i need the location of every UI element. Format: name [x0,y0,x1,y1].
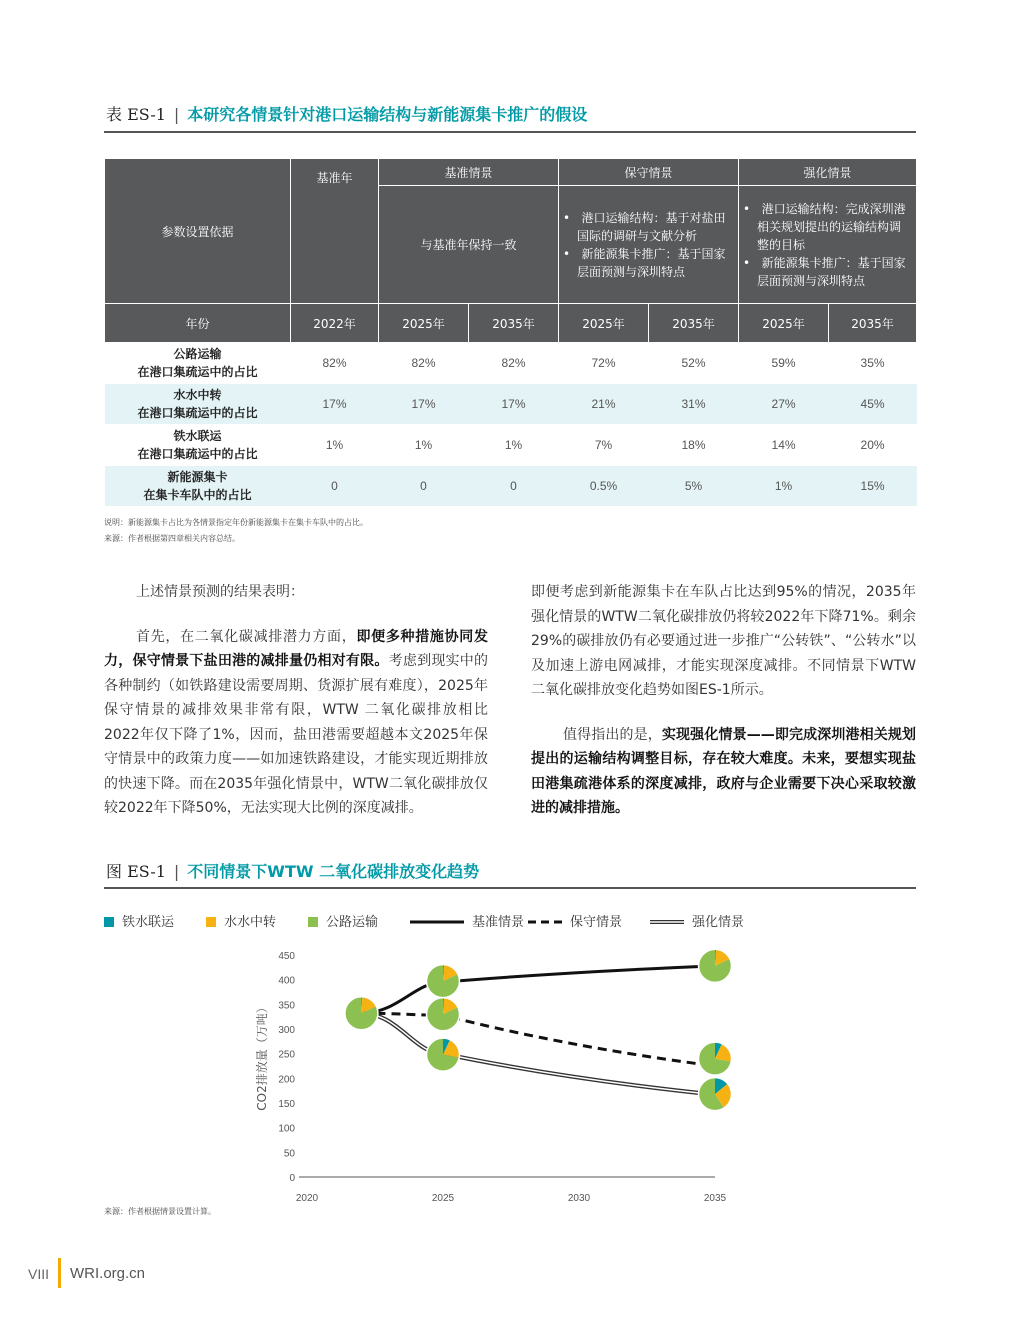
table-cell: 21% [559,384,649,425]
table-cell: 31% [649,384,739,425]
row-header: 新能源集卡 在集卡车队中的占比 [105,466,291,507]
table-cell: 20% [829,425,917,466]
table-cell: 15% [829,466,917,507]
table-cell: 27% [739,384,829,425]
y-tick-label: 50 [283,1148,295,1160]
series-line-baseline [361,966,715,1013]
bullet-item: • 新能源集卡推广：基于国家层面预测与深圳特点 [743,255,906,288]
year-cell: 2035年 [649,304,739,343]
series-line-enhanced [361,1013,715,1094]
table-cell: 45% [829,384,917,425]
table-cell: 14% [739,425,829,466]
table-cell: 0 [469,466,559,507]
table-cell: 1% [379,425,469,466]
page-number: VIII [28,1266,50,1282]
table-cell: 18% [649,425,739,466]
year-label: 年份 [105,304,291,343]
y-tick-label: 400 [278,975,295,987]
table-cell: 0 [379,466,469,507]
figure-prefix: 图 ES-1 [106,862,166,881]
year-cell: 2035年 [469,304,559,343]
x-tick-label: 2020 [295,1193,319,1204]
paragraph: 上述情景预测的结果表明： [136,584,304,600]
baseline-scenario-header: 基准情景 [379,159,559,186]
table-title-separator: | [173,105,180,124]
table-note: 说明：新能源集卡占比为各情景指定年份新能源集卡在集卡车队中的占比。 [104,518,368,527]
x-tick-label: 2025 [431,1193,455,1204]
bullet-item: • 港口运输结构：完成深圳港相关规划提出的运输结构调整的目标 [743,201,906,252]
table-cell: 1% [291,425,379,466]
legend-item-baseline: 基准情景 [410,911,524,930]
table-title-text: 本研究各情景针对港口运输结构与新能源集卡推广的假设 [187,105,588,124]
row-header: 公路运输 在港口集疏运中的占比 [105,343,291,384]
legend-item-water: 水水中转 [206,911,276,930]
y-tick-label: 100 [278,1123,295,1135]
y-tick-label: 200 [278,1074,295,1086]
figure-title-text: 不同情景下WTW 二氧化碳排放变化趋势 [187,862,480,881]
table-cell: 82% [379,343,469,384]
bullet-item: • 新能源集卡推广：基于国家层面预测与深圳特点 [563,246,726,279]
table-cell: 35% [829,343,917,384]
table-cell: 17% [379,384,469,425]
table-cell: 1% [739,466,829,507]
footer-site[interactable]: WRI.org.cn [70,1265,146,1282]
y-tick-label: 450 [278,951,295,962]
conservative-scenario-header: 保守情景 [559,159,739,186]
row-header: 水水中转 在港口集疏运中的占比 [105,384,291,425]
year-cell: 2025年 [739,304,829,343]
paragraph: 值得指出的是，实现强化情景——即完成深圳港相关规划提出的运输结构调整目标，存在较大难度。未来，要想实现盐田港集疏港体系的深度减排，政府与企业需要下决心采取较激进的减排措施。 [531,726,917,816]
y-axis-label: CO2排放量（万吨） [255,1001,269,1111]
legend-item-enhanced: 强化情景 [650,911,744,930]
y-tick-label: 150 [278,1099,295,1110]
table-cell: 52% [649,343,739,384]
table-cell: 0 [291,466,379,507]
x-tick-label: 2035 [703,1193,727,1204]
legend-item-conservative: 保守情景 [528,911,622,930]
figure-title-separator: | [173,862,180,881]
year-cell: 2025年 [379,304,469,343]
footer-divider [58,1258,61,1288]
table-source: 来源：作者根据第四章相关内容总结。 [104,534,240,543]
legend-item-rail: 铁水联运 [104,911,174,930]
table-cell: 1% [469,425,559,466]
legend-item-road: 公路运输 [308,911,378,930]
y-tick-label: 300 [278,1025,295,1036]
bullet-item: • 港口运输结构：基于对盐田国际的调研与文献分析 [563,210,726,243]
table-cell: 82% [291,343,379,384]
table-cell: 0.5% [559,466,649,507]
table-cell: 17% [291,384,379,425]
paragraph: 即便考虑到新能源集卡在车队占比达到95%的情况，2035年强化情景的WTW二氧化碳排放仍将较2022年下降71%。剩余29%的碳排放仍有必要通过进一步推广“公转铁”、“公转水”以及加速上游电网减排，才能实现深度减排。不同情景下WTW二氧化碳排放变化趋势如图ES-1所示。 [531,584,916,698]
table-cell: 82% [469,343,559,384]
table-cell: 7% [559,425,649,466]
basis-header: 参数设置依据 [105,159,291,304]
y-tick-label: 0 [289,1173,295,1184]
x-tick-label: 2030 [567,1193,591,1204]
table-prefix: 表 ES-1 [106,105,166,124]
table-cell: 17% [469,384,559,425]
series-line-enhanced-inner [361,1013,715,1094]
row-header: 铁水联运 在港口集疏运中的占比 [105,425,291,466]
y-tick-label: 250 [278,1049,295,1061]
y-tick-label: 350 [278,1000,295,1012]
table-cell: 72% [559,343,649,384]
year-cell: 2022年 [291,304,379,343]
year-cell: 2025年 [559,304,649,343]
table-cell: 59% [739,343,829,384]
baseline-basis: 与基准年保持一致 [379,186,559,304]
enhanced-scenario-header: 强化情景 [739,159,917,186]
paragraph: 首先，在二氧化碳减排潜力方面，即便多种措施协同发力，保守情景下盐田港的减排量仍相对有限。考虑到现实中的各种制约（如铁路建设需要周期、货源扩展有难度），2025年保守情景的减排效果非常有限，WTW 二氧化碳排放相比2022年仅下降了1%，因而，盐田港需要超越本文2025年保守情景中的政策力度——如加速铁路建设，才能实现近期排放的快速下降。而在2035年强化情景中，WTW二氧化碳排放仅较2022年下降50%，无法实现大比例的深度减排。 [104,628,489,816]
year-cell: 2035年 [829,304,917,343]
table-cell: 5% [649,466,739,507]
figure-source: 来源：作者根据情景设置计算。 [104,1207,216,1216]
base-year-header: 基准年 [291,159,379,304]
